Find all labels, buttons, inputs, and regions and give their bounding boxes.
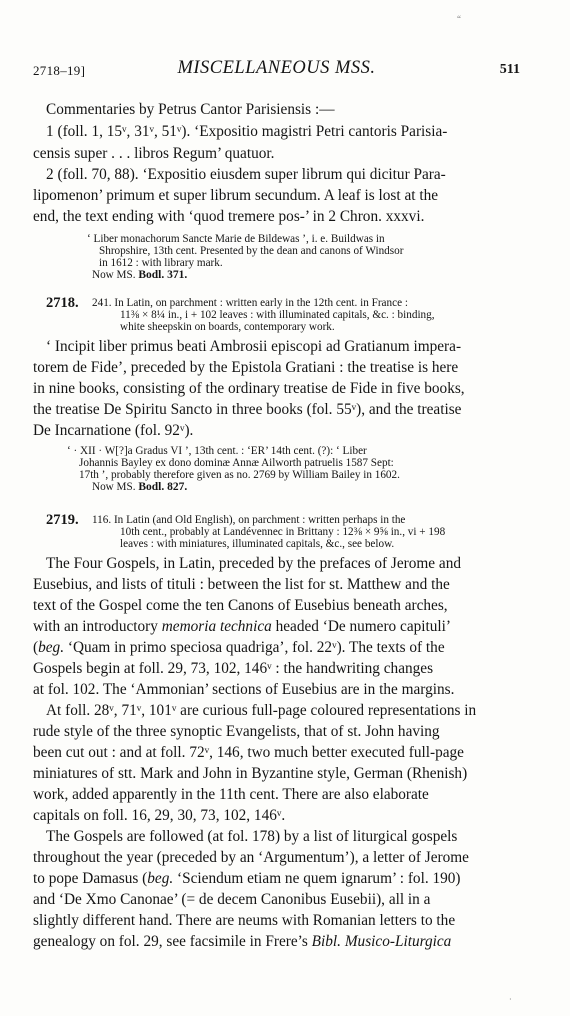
body-line — [33, 638, 445, 658]
shelfmark: Bodl. 827. — [138, 481, 188, 493]
provenance-line: Shropshire, 13th cent. Presented by the dean and canons of Windsor — [99, 245, 404, 257]
body-line: at fol. 102. The ‘Ammonian’ sections of Eusebius are in the margins. — [33, 681, 455, 698]
italic-term: beg. — [147, 870, 174, 887]
entry-number: 2719. — [46, 512, 79, 528]
body-line: The Gospels are followed (at fol. 178) by a list of liturgical gospels — [46, 828, 458, 845]
body-text: ‘Quam in primo speciosa quadriga’, fol. 22ᵛ). The texts of the — [64, 639, 445, 656]
entry-description: leaves : with miniatures, illuminated capitals, &c., see below. — [120, 538, 395, 550]
body-text: ( — [33, 639, 39, 656]
body-line: capitals on foll. 16, 29, 30, 73, 102, 146ᵛ. — [33, 807, 286, 824]
body-line: De Incarnatione (fol. 92ᵛ). — [33, 422, 194, 439]
body-line: rude style of the three synoptic Evangelists, that of st. John having — [33, 723, 440, 740]
body-line: and ‘De Xmo Canonae’ (= de decem Canonibus Eusebii), all in a — [33, 891, 431, 908]
entry-description: 11⅜ × 8¼ in., i + 102 leaves : with illuminated capitals, &c. : binding, — [120, 309, 435, 321]
body-line: work, added apparently in the 11th cent. There are also elaborate — [33, 786, 429, 803]
body-line: been cut out : and at foll. 72ᵛ, 146, two much better executed full-page — [33, 744, 464, 761]
header-entry-range: 2718–19] — [33, 63, 86, 78]
header-page-number: 511 — [499, 62, 520, 77]
body-line: The Four Gospels, in Latin, preceded by the prefaces of Jerome and — [46, 555, 461, 572]
entry-number: 2718. — [46, 295, 79, 311]
entry-description: 241. In Latin, on parchment : written early in the 12th cent. in France : — [92, 297, 408, 309]
italic-term: memoria technica — [161, 618, 272, 635]
shelfmark-line — [92, 481, 187, 493]
running-header — [33, 58, 520, 80]
body-line: miniatures of stt. Mark and John in Byzantine style, German (Rhenish) — [33, 765, 468, 782]
body-text: headed ‘De numero capituli’ — [271, 618, 452, 635]
shelfmark-line — [92, 269, 187, 281]
body-line: the treatise De Spiritu Sancto in three books (fol. 55ᵛ), and the treatise — [33, 401, 462, 418]
body-line: Commentaries by Petrus Cantor Parisiensis :— — [46, 101, 335, 118]
body-line: ‘ Incipit liber primus beati Ambrosii episcopi ad Gratianum impera- — [46, 338, 462, 355]
body-line: slightly different hand. There are neums with Romanian letters to the — [33, 912, 456, 929]
entry-description: 116. In Latin (and Old English), on parchment : written perhaps in the — [92, 514, 406, 526]
top-margin-mark: “ — [457, 14, 461, 24]
body-text: to pope Damasus ( — [33, 870, 148, 887]
provenance-line: Johannis Bayley ex dono dominæ Annæ Ailworth patruelis 1587 Sept: — [79, 457, 394, 469]
body-text: with an introductory — [33, 618, 162, 635]
body-line: text of the Gospel come the ten Canons of Eusebius beneath arches, — [33, 597, 448, 614]
body-line: censis super . . . libros Regum’ quatuor. — [33, 145, 275, 162]
body-line: 1 (foll. 1, 15ᵛ, 31ᵛ, 51ᵛ). ‘Expositio magistri Petri cantoris Parisia- — [46, 123, 448, 140]
header-title: MISCELLANEOUS MSS. — [177, 58, 376, 78]
body-line — [33, 932, 451, 952]
body-line: in nine books, consisting of the ordinary treatise de Fide in five books, — [33, 380, 465, 397]
entry-description: 10th cent., probably at Landévennec in Brittany : 12⅜ × 9⅝ in., vi + 198 — [120, 526, 446, 538]
entry-description: white sheepskin on boards, contemporary work. — [120, 321, 335, 333]
provenance-line: 17th ’, probably therefore given as no. 2769 by William Bailey in 1602. — [79, 469, 400, 481]
body-text: ‘Sciendum etiam ne quem ignarum’ : fol. 190) — [173, 870, 461, 887]
body-line — [33, 617, 451, 637]
body-line: torem de Fide’, preceded by the Epistola Gratiani : the treatise is here — [33, 359, 459, 376]
shelfmark-prefix: Now MS. — [92, 481, 136, 493]
body-line: Eusebius, and lists of tituli : between the list for st. Matthew and the — [33, 576, 450, 593]
shelfmark: Bodl. 371. — [138, 269, 188, 281]
provenance-line: in 1612 : with library mark. — [99, 257, 223, 269]
body-text: genealogy on fol. 29, see facsimile in Frere’s — [33, 933, 312, 950]
body-line: throughout the year (preceded by an ‘Argumentum’), a letter of Jerome — [33, 849, 469, 866]
provenance-line: ‘ Liber monachorum Sancte Marie de Bildewas ’, i. e. Buildwas in — [87, 233, 385, 245]
italic-term: beg. — [38, 639, 65, 656]
body-line: Gospels begin at foll. 29, 73, 102, 146ᵛ : the handwriting changes — [33, 660, 434, 677]
provenance-line: ‘ · XII · W[?]a Gradus VI ’, 13th cent. : ‘ER’ 14th cent. (?): ‘ Liber — [67, 445, 367, 457]
body-line: 2 (foll. 70, 88). ‘Expositio eiusdem super librum qui dicitur Para- — [46, 166, 446, 183]
body-line — [33, 869, 461, 889]
bottom-margin-mark: · — [509, 995, 512, 1004]
body-line: end, the text ending with ‘quod tremere pos-’ in 2 Chron. xxxvi. — [33, 208, 425, 225]
body-line: At foll. 28ᵛ, 71ᵛ, 101ᵛ are curious full-page coloured representations in — [46, 702, 477, 719]
shelfmark-prefix: Now MS. — [92, 269, 136, 281]
body-line: lipomenon’ primum et super librum secundum. A leaf is lost at the — [33, 187, 439, 204]
italic-title: Bibl. Musico-Liturgica — [311, 933, 452, 950]
